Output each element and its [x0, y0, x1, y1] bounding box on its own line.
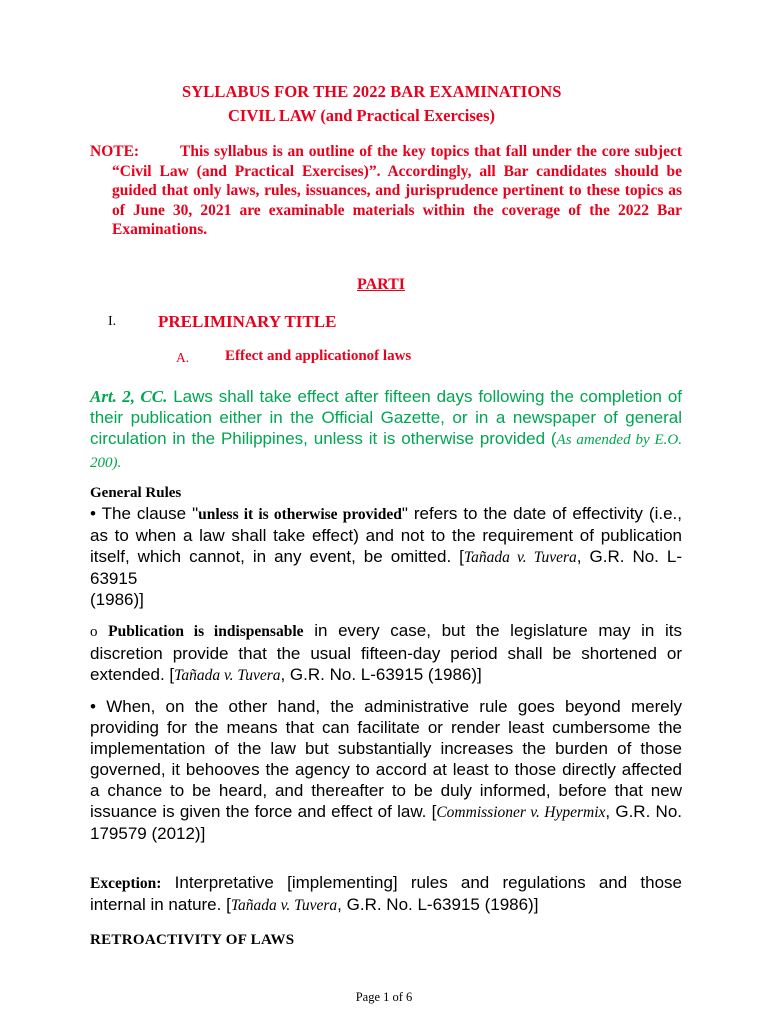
syllabus-title: SYLLABUS FOR THE 2022 BAR EXAMINATIONS [182, 82, 562, 101]
rule-3-cite: , G.R. No. 179579 (2012)] [90, 802, 682, 843]
article-cite: Art. 2, CC. [90, 387, 168, 406]
article-amendment: As amended by E.O. 200). [90, 432, 682, 471]
bullet-icon: • [90, 504, 96, 523]
exception-paragraph [90, 872, 682, 916]
rule-1-case: Tañada v. Tuvera [463, 549, 577, 566]
general-rules-heading: General Rules [90, 485, 182, 501]
rule-paragraph-3 [90, 696, 682, 844]
article-provision [90, 386, 682, 474]
note-text: This syllabus is an outline of the key topics that fall under the core subject “Civil Law (and Practical Exercises)”. Accordingly, all Bar candidates should be guided that only laws, rules, issuances, and jurisprudence pertinent to these topics as of June 30, 2021 are examinable materials within the coverage of the 2022 Bar Examinations. [112, 143, 682, 238]
article-text: Laws shall take effect after fifteen days following the completion of their publication either in the Official Gazette, or in a newspaper of general circulation in the Philippines, unless it is otherwise provided ( [90, 387, 682, 448]
part-heading: PARTI [357, 276, 406, 293]
syllabus-subtitle: CIVIL LAW (and Practical Exercises) [228, 106, 496, 125]
note-label: NOTE: [90, 143, 140, 160]
exception-cite: , G.R. No. L-63915 (1986)] [337, 895, 539, 914]
syllabus-note [90, 142, 682, 240]
rule-2-case: Tañada v. Tuvera [174, 667, 281, 684]
bullet-icon: • [90, 697, 96, 716]
exception-case: Tañada v. Tuvera [230, 897, 338, 914]
rule-1-bold: unless it is otherwise provided [198, 506, 402, 523]
rule-3-text: When, on the other hand, the administrative rule goes beyond merely providing for the means that can facilitate or render least cumbersome the implementation of the law but substantially increases the burden of those governed, it behooves the agency to accord at least to those directly affected a chance to be heard, and thereafter to be duly informed, before that new issuance is given the force and effect of law. [ [90, 697, 682, 821]
rule-paragraph-1 [90, 503, 682, 610]
rule-paragraph-2 [90, 620, 682, 686]
section-numeral: I. [108, 314, 117, 329]
rule-1-text-start: The clause " [101, 504, 199, 523]
rule-2-text: in every case, but the legislature may in its discretion provide that the usual fifteen-day period shall be shortened or extended. [ [90, 621, 682, 684]
page-number: Page 1 of 6 [355, 990, 413, 1004]
rule-2-bold: Publication is indispensable [108, 623, 304, 640]
rule-1-text: " refers to the date of effectivity (i.e., as to when a law shall take effect) and not to the requirement of publication itself, which cannot, in any event, be omitted. [ [90, 504, 682, 566]
exception-label: Exception: [90, 875, 162, 892]
exception-text: Interpretative [implementing] rules and regulations and those internal in nature. [ [90, 873, 682, 914]
circle-bullet-icon: o [90, 624, 98, 640]
rule-2-cite: , G.R. No. L-63915 (1986)] [280, 665, 482, 684]
rule-3-case: Commissioner v. Hypermix [436, 804, 606, 821]
subsection-title: Effect and applicationof laws [225, 348, 412, 364]
section-title: PRELIMINARY TITLE [158, 312, 337, 331]
retroactivity-heading: RETROACTIVITY OF LAWS [90, 932, 295, 948]
rule-1-year: (1986)] [90, 590, 144, 609]
subsection-letter: A. [176, 350, 190, 365]
rule-1-cite: , G.R. No. L-63915 [90, 547, 683, 588]
